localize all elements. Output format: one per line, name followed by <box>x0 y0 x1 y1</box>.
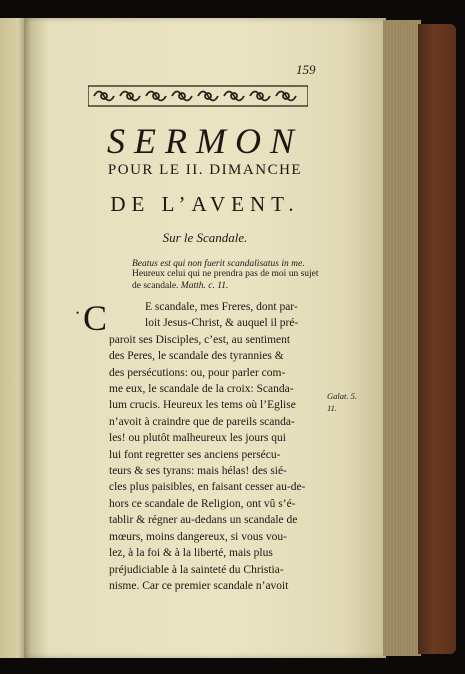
body-line: lui font regretter ses anciens persécu- <box>109 448 281 461</box>
body-line: des persécutions: ou, pour parler com- <box>109 366 286 379</box>
body-line: lum crucis. Heureux les tems où l’Eglise <box>109 399 296 412</box>
epigraph-latin: Beatus est qui non fuerit scandalisatus in me. <box>132 259 305 269</box>
previous-page-edge <box>0 18 26 658</box>
body-line: loit Jesus-Christ, & auquel il pré- <box>145 317 299 330</box>
page-fore-edge <box>383 20 421 656</box>
sermon-body <box>109 299 323 594</box>
drop-cap: C <box>83 298 108 338</box>
book-cover-edge <box>418 24 456 654</box>
epigraph-reference: Matth. c. 11. <box>180 281 229 291</box>
body-line: tablir & régner au-dedans un scandale de <box>109 514 298 527</box>
body-line: E scandale, mes Freres, dont par- <box>145 301 298 313</box>
sermon-title: SERMON <box>107 121 303 161</box>
epigraph-french-text: Heureux celui qui ne prendra pas de moi un sujet de scandale. <box>132 269 319 291</box>
page-number: 159 <box>296 62 316 77</box>
body-line: teurs & ses tyrans: mais hélas! des sié- <box>109 465 287 478</box>
margin-reference <box>327 390 357 414</box>
margin-dot: • <box>76 308 80 318</box>
sermon-subtitle-2: DE L’AVENT. <box>110 192 300 216</box>
body-line: hors ce scandale de Religion, ont vû s’é- <box>109 497 296 510</box>
sermon-subtitle: POUR LE II. DIMANCHE <box>107 162 303 178</box>
margin-reference-line: 11. <box>327 403 337 413</box>
epigraph-french <box>132 268 322 292</box>
body-line: paroit ses Disciples, c’est, au sentiment <box>109 333 291 346</box>
decorative-ornament-band <box>88 84 308 108</box>
body-line: préjudiciable à la sainteté du Christia- <box>109 563 284 576</box>
body-line: n’avoit à craindre que de pareils scanda- <box>109 415 295 428</box>
body-line: nisme. Car ce premier scandale n’avoit <box>109 579 289 592</box>
body-line: cles plus paisibles, en faisant cesser au-de- <box>109 481 306 494</box>
sermon-topic: Sur le Scandale. <box>162 230 248 245</box>
body-line: me eux, le scandale de la croix: Scanda- <box>109 383 294 396</box>
body-line: les! ou plutôt malheureux les jours qui <box>109 432 286 445</box>
body-line: lez, à la foi & à la liberté, mais plus <box>109 547 273 560</box>
body-line: mœurs, moins dangereux, si vous vou- <box>109 530 287 543</box>
body-line: des Peres, le scandale des tyrannies & <box>109 350 284 363</box>
margin-reference-line: Galat. 5. <box>327 391 357 401</box>
